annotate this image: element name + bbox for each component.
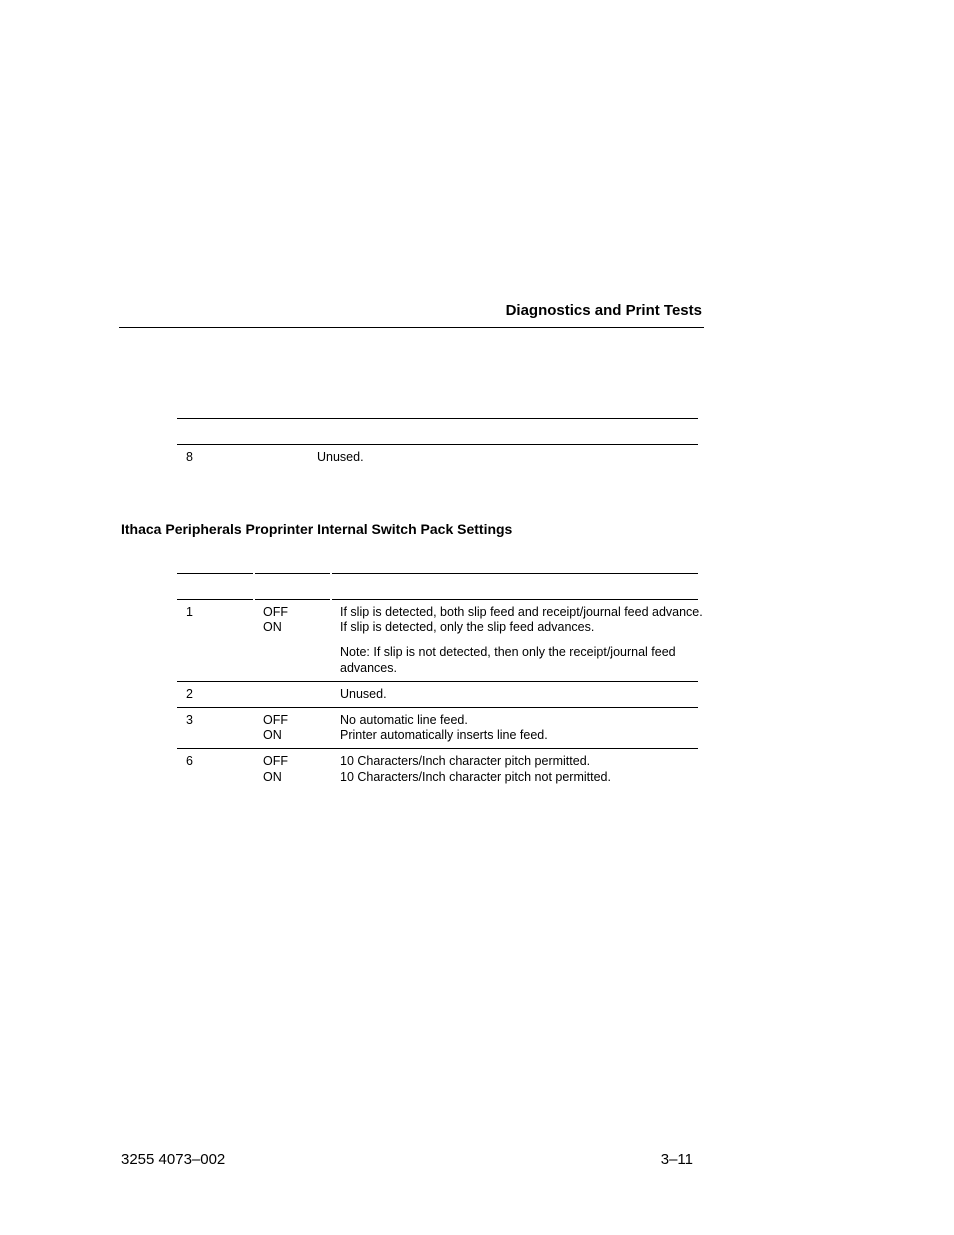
- setting-on: ON: [263, 728, 282, 742]
- description-on: If slip is detected, only the slip feed advances.: [340, 620, 595, 634]
- table-header-rule-col2-bottom: [255, 599, 330, 600]
- setting-off: OFF: [263, 713, 288, 727]
- table-header-rule-bottom: [177, 444, 698, 445]
- switch-number: 2: [186, 687, 193, 701]
- description-off: 10 Characters/Inch character pitch permitted.: [340, 754, 591, 768]
- switch-number: 3: [186, 713, 193, 727]
- row-divider: [177, 707, 698, 708]
- table-header-rule-col2-top: [255, 573, 330, 574]
- footer-page-number: 3–11: [660, 1151, 693, 1168]
- switch-number: 1: [186, 605, 193, 619]
- running-head-title: Diagnostics and Print Tests: [505, 302, 702, 319]
- note-text: Note: If slip is not detected, then only the receipt/journal feed: [340, 645, 676, 659]
- setting-on: ON: [263, 770, 282, 784]
- setting-on: ON: [263, 620, 282, 634]
- footer-doc-number: 3255 4073–002: [121, 1151, 226, 1168]
- description-on: Printer automatically inserts line feed.: [340, 728, 548, 742]
- table-header-rule-col1-bottom: [177, 599, 253, 600]
- switch-description: Unused.: [317, 450, 364, 464]
- header-rule: [119, 327, 704, 328]
- note-text-continued: advances.: [340, 661, 397, 675]
- description-on: 10 Characters/Inch character pitch not permitted.: [340, 770, 611, 784]
- row-divider: [177, 748, 698, 749]
- switch-number: 6: [186, 754, 193, 768]
- switch-number: 8: [186, 450, 193, 464]
- description-off: If slip is detected, both slip feed and receipt/journal feed advance.: [340, 605, 703, 619]
- setting-off: OFF: [263, 754, 288, 768]
- description-off: No automatic line feed.: [340, 713, 468, 727]
- section-title: Ithaca Peripherals Proprinter Internal Switch Pack Settings: [121, 521, 513, 537]
- table-header-rule-col3-bottom: [332, 599, 698, 600]
- setting-off: OFF: [263, 605, 288, 619]
- switch-description: Unused.: [340, 687, 387, 701]
- table-header-rule-col1-top: [177, 573, 253, 574]
- row-divider: [177, 681, 698, 682]
- table-header-rule-top: [177, 418, 698, 419]
- table-header-rule-col3-top: [332, 573, 698, 574]
